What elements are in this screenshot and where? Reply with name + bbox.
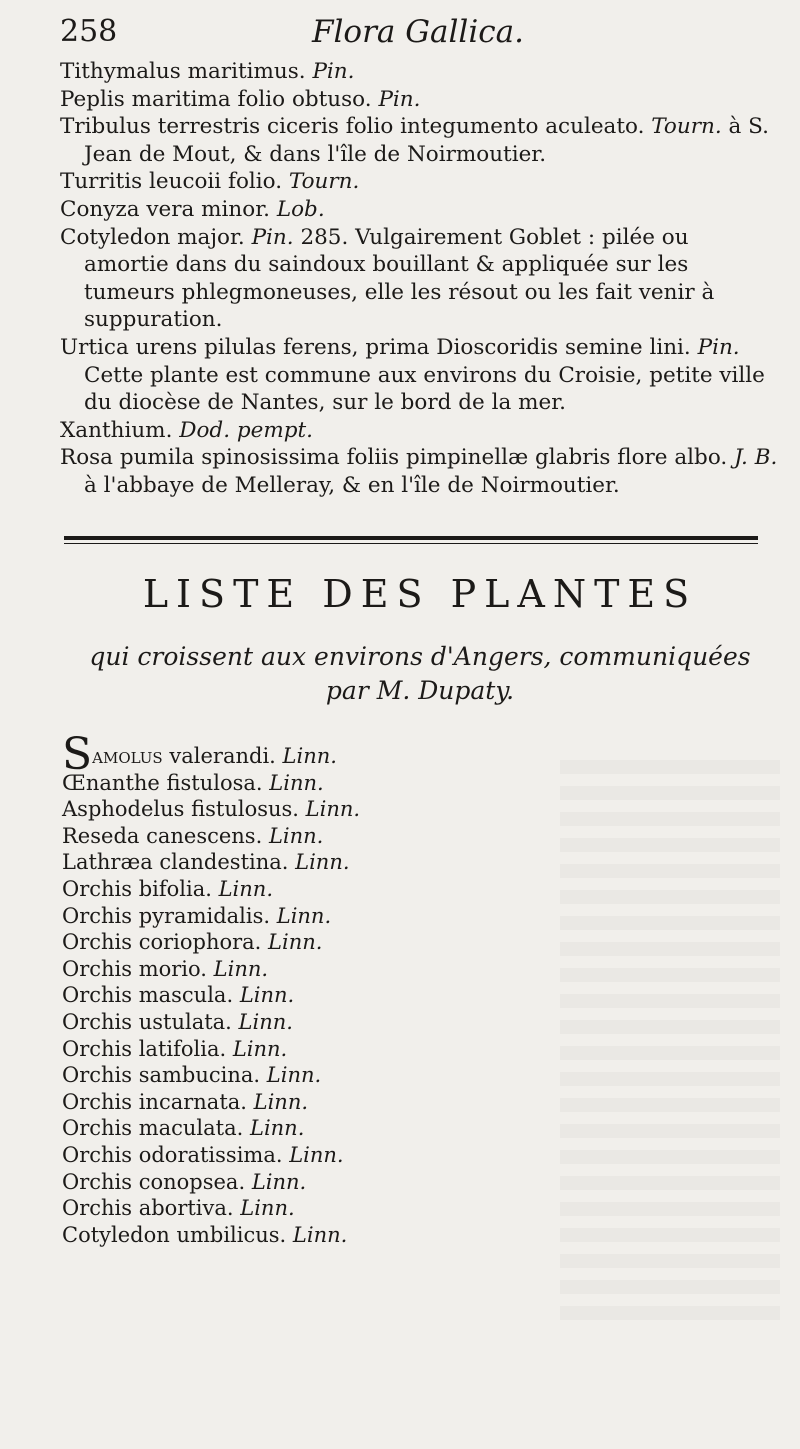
entry bbox=[60, 224, 780, 334]
entry bbox=[60, 417, 780, 445]
plant-item bbox=[62, 982, 562, 1009]
entry-authority: Pin. bbox=[378, 86, 421, 112]
plant-authority: Linn. bbox=[253, 1089, 309, 1114]
plant-name: Orchis pyramidalis. bbox=[62, 903, 271, 928]
entry bbox=[60, 444, 780, 499]
plant-item bbox=[62, 903, 562, 930]
entry-name: Rosa pumila spinosissima foliis pimpinellæ glabris flore albo. bbox=[60, 445, 728, 471]
plant-list bbox=[62, 729, 562, 1248]
plant-authority: Linn. bbox=[238, 1009, 293, 1034]
entry-name: Tribulus terrestris ciceris folio integumento aculeato. bbox=[60, 114, 645, 140]
entry-authority: Pin. bbox=[251, 224, 294, 250]
plant-authority: Linn. bbox=[266, 1063, 322, 1088]
plant-genus: amolus bbox=[92, 744, 163, 768]
plant-item bbox=[62, 823, 562, 850]
entry-authority: Lob. bbox=[276, 196, 325, 222]
plant-name: Reseda canescens. bbox=[62, 823, 263, 848]
plant-item bbox=[62, 956, 562, 983]
plant-name: valerandi. bbox=[169, 744, 276, 768]
plant-authority: Linn. bbox=[269, 770, 324, 795]
plant-item bbox=[62, 1089, 562, 1116]
section-divider-thin bbox=[64, 543, 758, 544]
section-contributor: par M. Dupaty. bbox=[325, 676, 515, 705]
entry-authority: Dod. pempt. bbox=[179, 417, 313, 443]
plant-authority: Linn. bbox=[232, 1036, 288, 1061]
plant-authority: Linn. bbox=[239, 983, 295, 1008]
section-subtitle: qui croissent aux environs d'Angers, communiquées bbox=[89, 642, 751, 671]
running-title: Flora Gallica. bbox=[312, 14, 524, 50]
plant-item bbox=[62, 849, 562, 876]
plant-entries bbox=[60, 58, 780, 500]
page-header bbox=[60, 14, 800, 54]
plant-name: Orchis maculata. bbox=[62, 1116, 244, 1141]
page-number: 258 bbox=[60, 14, 118, 49]
entry bbox=[60, 168, 780, 196]
plant-name: Orchis ustulata. bbox=[62, 1009, 232, 1034]
plant-name: Lathræa clandestina. bbox=[62, 850, 289, 875]
entry-authority: Tourn. bbox=[288, 169, 360, 195]
plant-item bbox=[62, 1195, 562, 1222]
entry-name: Tithymalus maritimus. bbox=[60, 59, 306, 84]
plant-item bbox=[62, 1062, 562, 1089]
plant-name: Orchis incarnata. bbox=[62, 1089, 247, 1114]
plant-authority: Linn. bbox=[305, 797, 361, 822]
plant-authority: Linn. bbox=[292, 1222, 348, 1247]
plant-name: Orchis latifolia. bbox=[62, 1036, 227, 1061]
plant-item bbox=[62, 1036, 562, 1063]
entry-note: à S. Jean de Mout, & dans l'île de Noirmoutier. bbox=[84, 114, 769, 167]
plant-name: Cotyledon umbilicus. bbox=[62, 1222, 287, 1247]
section-divider bbox=[64, 536, 758, 540]
entry-name: Urtica urens pilulas ferens, prima Dioscoridis semine lini. bbox=[60, 334, 691, 360]
entry-authority: Pin. bbox=[312, 59, 355, 84]
entry-note: Cette plante est commune aux environs du Croisie, petite ville du diocèse de Nantes, sur le bord de la mer. bbox=[84, 362, 765, 416]
plant-name: Orchis morio. bbox=[62, 956, 207, 981]
entry-authority: Pin. bbox=[697, 334, 740, 360]
plant-authority: Linn. bbox=[240, 1196, 295, 1221]
plant-name: Asphodelus fistulosus. bbox=[62, 797, 299, 822]
plant-name: Orchis bifolia. bbox=[62, 876, 212, 901]
entry-name: Xanthium. bbox=[60, 417, 173, 443]
plant-authority: Linn. bbox=[213, 956, 269, 981]
plant-authority: Linn. bbox=[250, 1116, 305, 1141]
plant-item bbox=[62, 1142, 562, 1169]
plant-name: Orchis odoratissima. bbox=[62, 1142, 283, 1167]
plant-authority: Linn. bbox=[268, 823, 324, 848]
plant-item bbox=[62, 1009, 562, 1036]
entry bbox=[60, 334, 780, 417]
entry bbox=[60, 113, 780, 168]
plant-authority: Linn. bbox=[268, 930, 323, 955]
entry bbox=[60, 58, 780, 86]
bleed-through bbox=[560, 760, 780, 1320]
plant-item bbox=[62, 729, 562, 780]
plant-item bbox=[62, 796, 562, 823]
entry bbox=[60, 86, 780, 114]
plant-name: Orchis abortiva. bbox=[62, 1196, 234, 1221]
plant-item bbox=[62, 1222, 562, 1249]
plant-item bbox=[62, 1115, 562, 1142]
plant-item bbox=[62, 1169, 562, 1196]
plant-name: Orchis conopsea. bbox=[62, 1169, 246, 1194]
plant-item bbox=[62, 770, 562, 797]
plant-authority: Linn. bbox=[276, 903, 332, 928]
entry-name: Conyza vera minor. bbox=[60, 196, 270, 222]
entry-note: 285. Vulgairement Goblet : pilée ou amortie dans du saindoux bouillant & appliquée sur les tumeurs phlegmoneuses, elle les résout ou les fait venir à suppuration. bbox=[84, 224, 715, 333]
entry-name: Peplis maritima folio obtuso. bbox=[60, 86, 372, 112]
plant-item bbox=[62, 876, 562, 903]
plant-name: Orchis mascula. bbox=[62, 983, 234, 1008]
entry-authority: Tourn. bbox=[651, 114, 722, 140]
plant-item bbox=[62, 929, 562, 956]
plant-authority: Linn. bbox=[289, 1142, 344, 1167]
plant-authority: Linn. bbox=[218, 876, 273, 901]
entry bbox=[60, 196, 780, 224]
entry-name: Turritis leucoii folio. bbox=[60, 169, 283, 195]
entry-note: à l'abbaye de Melleray, & en l'île de Noirmoutier. bbox=[84, 472, 620, 498]
plant-authority: Linn. bbox=[251, 1169, 307, 1194]
plant-authority: Linn. bbox=[282, 744, 337, 768]
drop-cap: S bbox=[62, 729, 93, 780]
plant-name: Orchis coriophora. bbox=[62, 930, 262, 955]
plant-name: Orchis sambucina. bbox=[62, 1063, 261, 1088]
plant-authority: Linn. bbox=[295, 850, 350, 875]
entry-authority: J. B. bbox=[734, 445, 778, 471]
entry-name: Cotyledon major. bbox=[60, 224, 245, 250]
plant-name: Œnanthe fistulosa. bbox=[62, 770, 263, 795]
section-title: LISTE DES PLANTES bbox=[142, 572, 698, 616]
